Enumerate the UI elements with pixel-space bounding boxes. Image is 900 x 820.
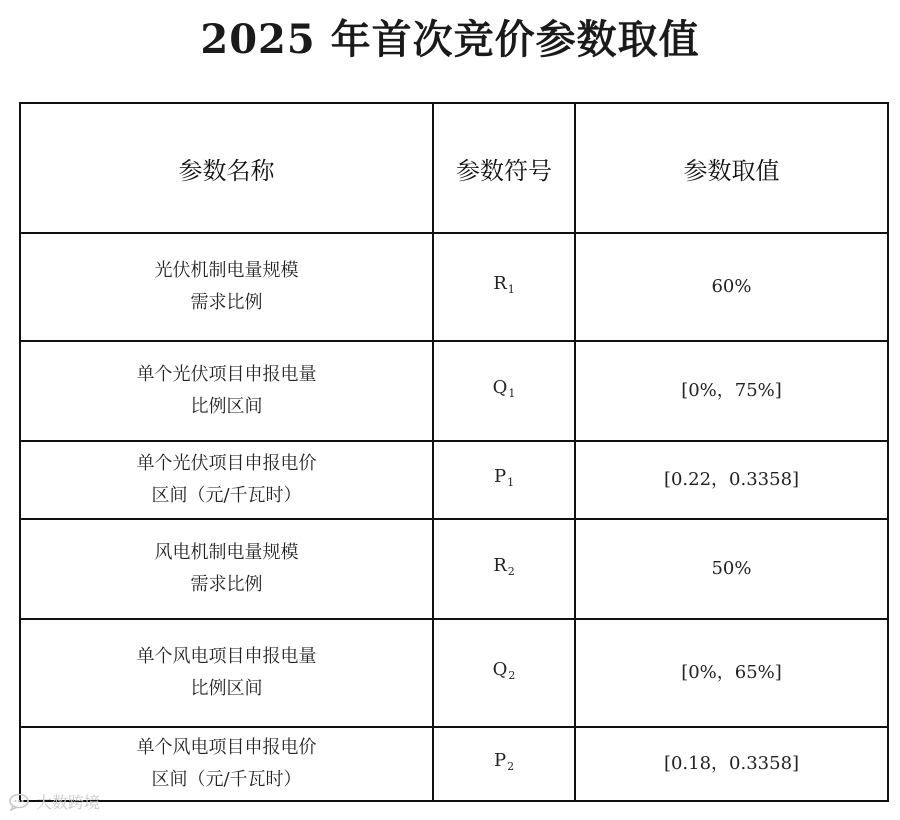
symbol-base: P bbox=[493, 466, 507, 487]
table-row bbox=[20, 233, 888, 341]
param-value-cell: [0%，65%] bbox=[575, 619, 888, 727]
symbol-subscript: 1 bbox=[507, 283, 515, 296]
param-name-line: 需求比例 bbox=[190, 292, 263, 313]
param-name-line: 需求比例 bbox=[190, 574, 263, 595]
param-name-line: 比例区间 bbox=[190, 396, 263, 417]
param-name-cell bbox=[20, 519, 433, 619]
param-name-line: 区间（元/千瓦时） bbox=[151, 485, 302, 506]
param-name-line: 单个光伏项目申报电价 bbox=[136, 453, 317, 474]
symbol-subscript: 2 bbox=[508, 669, 516, 682]
table-row bbox=[20, 341, 888, 441]
param-value-cell: [0%，75%] bbox=[575, 341, 888, 441]
header-param-symbol: 参数符号 bbox=[433, 103, 575, 233]
param-name-line: 比例区间 bbox=[190, 678, 263, 699]
param-value-cell: [0.22，0.3358] bbox=[575, 441, 888, 519]
symbol-subscript: 2 bbox=[507, 760, 515, 773]
param-name-cell bbox=[20, 341, 433, 441]
chat-bubble-icon bbox=[8, 793, 30, 811]
symbol-subscript: 1 bbox=[507, 476, 515, 489]
param-value-cell: 60% bbox=[575, 233, 888, 341]
symbol-base: P bbox=[493, 750, 507, 771]
header-param-name: 参数名称 bbox=[20, 103, 433, 233]
table-row bbox=[20, 619, 888, 727]
param-name-line: 风电机制电量规模 bbox=[154, 542, 299, 563]
symbol-base: R bbox=[493, 273, 507, 294]
watermark bbox=[8, 790, 100, 813]
param-symbol-cell bbox=[433, 441, 575, 519]
param-name-cell bbox=[20, 619, 433, 727]
page-title: 2025 年首次竞价参数取值 bbox=[200, 16, 700, 63]
param-name-cell bbox=[20, 441, 433, 519]
param-name-line: 单个光伏项目申报电量 bbox=[136, 364, 317, 385]
header-param-value: 参数取值 bbox=[575, 103, 888, 233]
symbol-base: Q bbox=[492, 659, 508, 680]
table-row bbox=[20, 727, 888, 801]
table-header-row bbox=[20, 103, 888, 233]
symbol-subscript: 1 bbox=[508, 387, 516, 400]
param-name-line: 区间（元/千瓦时） bbox=[151, 769, 302, 790]
symbol-base: Q bbox=[492, 377, 508, 398]
table-row bbox=[20, 519, 888, 619]
param-symbol-cell bbox=[433, 341, 575, 441]
watermark-text: 大数跨境 bbox=[36, 793, 101, 812]
param-value-cell: 50% bbox=[575, 519, 888, 619]
param-name-line: 单个风电项目申报电量 bbox=[136, 646, 317, 667]
symbol-subscript: 2 bbox=[507, 565, 515, 578]
param-name-line: 单个风电项目申报电价 bbox=[136, 737, 317, 758]
parameter-table bbox=[19, 102, 889, 802]
param-symbol-cell bbox=[433, 727, 575, 801]
param-symbol-cell bbox=[433, 619, 575, 727]
param-name-line: 光伏机制电量规模 bbox=[154, 260, 299, 281]
param-symbol-cell bbox=[433, 519, 575, 619]
table-row bbox=[20, 441, 888, 519]
param-name-cell bbox=[20, 233, 433, 341]
param-value-cell: [0.18，0.3358] bbox=[575, 727, 888, 801]
symbol-base: R bbox=[493, 555, 507, 576]
param-symbol-cell bbox=[433, 233, 575, 341]
